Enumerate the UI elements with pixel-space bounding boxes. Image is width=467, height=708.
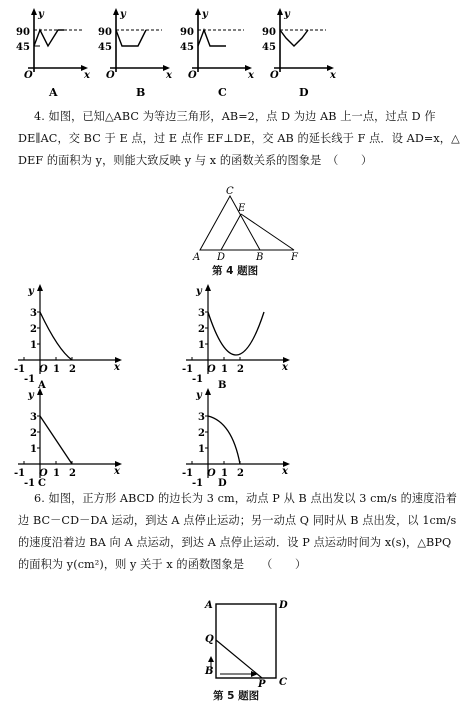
q4-graph-b-1: 1 <box>198 340 205 351</box>
top-graph-c <box>180 8 255 81</box>
top-graph-d-x: x <box>330 70 336 81</box>
top-graph-b-y: y <box>120 9 126 20</box>
q4-graph-d-y: y <box>196 390 202 401</box>
q4-graph-b-x2: 2 <box>237 364 244 375</box>
q4-line-2: DE∥AC，交 BC 于 E 点，过 E 点作 EF⊥DE，交 AB 的延长线于 F 点．设 AD=x，△ <box>18 132 460 145</box>
top-graph-c-y: y <box>202 9 208 20</box>
q4-graph-b-2: 2 <box>198 324 205 335</box>
q6-point-d: D <box>279 600 288 611</box>
q4-graph-b-y: y <box>196 286 202 297</box>
q4-point-d: D <box>217 252 226 262</box>
top-graph-d <box>262 8 337 81</box>
q4-graph-b-x1: 1 <box>221 364 228 375</box>
q4-option-graphs <box>0 276 300 488</box>
top-graph-b <box>98 8 173 81</box>
q4-text <box>18 106 463 172</box>
q6-line-4: 的面积为 y(cm²)，则 y 关于 x 的函数图象是 （ ） <box>18 558 307 571</box>
q6-line-3: 的速度沿着边 BA 向 A 点运动，到达 A 点停止运动．设 P 点运动时间为 x(s)，△BPQ <box>18 536 452 549</box>
q4-graph-c-y: y <box>28 390 34 401</box>
q4-option-a: A <box>38 380 46 391</box>
q4-graph-a-y: y <box>28 286 34 297</box>
top-graph-a-45: 45 <box>16 42 30 53</box>
q4-graph-b-x: x <box>282 362 288 373</box>
top-option-d: D <box>299 86 309 99</box>
q4-graph-c-o: O <box>39 468 48 479</box>
q4-graph-a-o: O <box>39 364 48 375</box>
q4-graph-c-x1: 1 <box>53 468 60 479</box>
q4-graph-c-x: x <box>114 466 120 477</box>
top-graph-c-45: 45 <box>180 42 194 53</box>
q4-graph-c-2: 2 <box>30 428 37 439</box>
q4-graph-d-neg1-y: -1 <box>192 478 204 488</box>
q4-graph-a-x1: 1 <box>53 364 60 375</box>
q4-figure-caption: 第 4 题图 <box>212 265 259 277</box>
q4-graph-b-3: 3 <box>198 308 205 319</box>
top-graph-b-45: 45 <box>98 42 112 53</box>
q4-graph-a-neg1-x: -1 <box>14 364 26 375</box>
q6-point-a: A <box>205 600 213 611</box>
top-graph-d-y: y <box>284 9 290 20</box>
q6-point-c: C <box>279 677 287 688</box>
q4-option-b: B <box>218 380 227 391</box>
q4-graph-c-neg1-y: -1 <box>24 478 36 488</box>
q4-point-f: F <box>291 252 298 262</box>
q4-graph-c-1: 1 <box>30 444 37 455</box>
q4-point-e: E <box>238 203 246 214</box>
q4-graph-a-x: x <box>114 362 120 373</box>
q4-graph-a <box>14 284 122 385</box>
top-graph-a-o: O <box>24 70 33 81</box>
top-graph-b-o: O <box>106 70 115 81</box>
top-option-c: C <box>218 86 227 99</box>
top-graph-b-90: 90 <box>98 27 112 38</box>
top-option-b: B <box>136 86 146 99</box>
q4-graph-b <box>182 284 290 385</box>
q4-triangle-figure <box>190 184 320 262</box>
q4-graph-a-2: 2 <box>30 324 37 335</box>
top-graph-a-x: x <box>84 70 90 81</box>
q4-graph-a-x2: 2 <box>69 364 76 375</box>
top-graph-c-90: 90 <box>180 27 194 38</box>
top-graph-d-45: 45 <box>262 42 276 53</box>
q4-graph-c-x2: 2 <box>69 468 76 479</box>
q4-graph-d-neg1-x: -1 <box>182 468 194 479</box>
q6-point-q: Q <box>205 634 214 645</box>
q4-graph-a-1: 1 <box>30 340 37 351</box>
q4-graph-d-x1: 1 <box>221 468 228 479</box>
top-graph-d-o: O <box>270 70 279 81</box>
q6-text <box>18 488 463 576</box>
q6-point-b: B <box>205 666 214 677</box>
q4-graph-d-o: O <box>207 468 216 479</box>
top-graph-c-o: O <box>188 70 197 81</box>
q4-graph-b-neg1-y: -1 <box>192 374 204 385</box>
q4-graph-d-x2: 2 <box>237 468 244 479</box>
q4-graph-d-1: 1 <box>198 444 205 455</box>
q4-graph-d-2: 2 <box>198 428 205 439</box>
q6-square-figure <box>196 590 306 688</box>
q4-graph-c-neg1-x: -1 <box>14 468 26 479</box>
q6-line-2: 边 BC－CD－DA 运动，到达 A 点停止运动；另一动点 Q 同时从 B 点出发，以 1cm/s <box>18 514 457 527</box>
q4-graph-a-3: 3 <box>30 308 37 319</box>
top-graph-c-x: x <box>248 70 254 81</box>
q4-graph-a-neg1-y: -1 <box>24 374 36 385</box>
q4-graph-c <box>14 388 122 488</box>
q4-graph-d <box>182 388 290 488</box>
q4-line-1: 4. 如图，已知△ABC 为等边三角形，AB=2，点 D 为边 AB 上一点，过点 D 作 <box>34 110 436 123</box>
top-graphs-row <box>0 0 467 100</box>
top-graph-b-x: x <box>166 70 172 81</box>
q4-line-3: DEF 的面积为 y，则能大致反映 y 与 x 的函数关系的图象是 （ ） <box>18 154 373 167</box>
q4-point-b: B <box>256 252 264 262</box>
q4-graph-d-x: x <box>282 466 288 477</box>
q6-point-p: P <box>258 679 266 688</box>
top-graph-d-90: 90 <box>262 27 276 38</box>
top-option-a: A <box>49 86 58 99</box>
q4-graph-b-neg1-x: -1 <box>182 364 194 375</box>
q4-option-c: C <box>38 478 46 488</box>
q4-graph-b-o: O <box>207 364 216 375</box>
top-graph-a-90: 90 <box>16 27 30 38</box>
q4-point-c: C <box>226 186 234 197</box>
q4-point-a: A <box>193 252 201 262</box>
q4-option-d: D <box>218 478 227 488</box>
top-graph-a <box>16 8 91 81</box>
q4-graph-d-3: 3 <box>198 412 205 423</box>
top-graph-a-y: y <box>38 9 44 20</box>
q6-line-1: 6. 如图，正方形 ABCD 的边长为 3 cm，动点 P 从 B 点出发以 3 cm/s 的速度沿着 <box>34 492 458 505</box>
q4-graph-c-3: 3 <box>30 412 37 423</box>
q6-figure-caption: 第 5 题图 <box>213 690 260 702</box>
